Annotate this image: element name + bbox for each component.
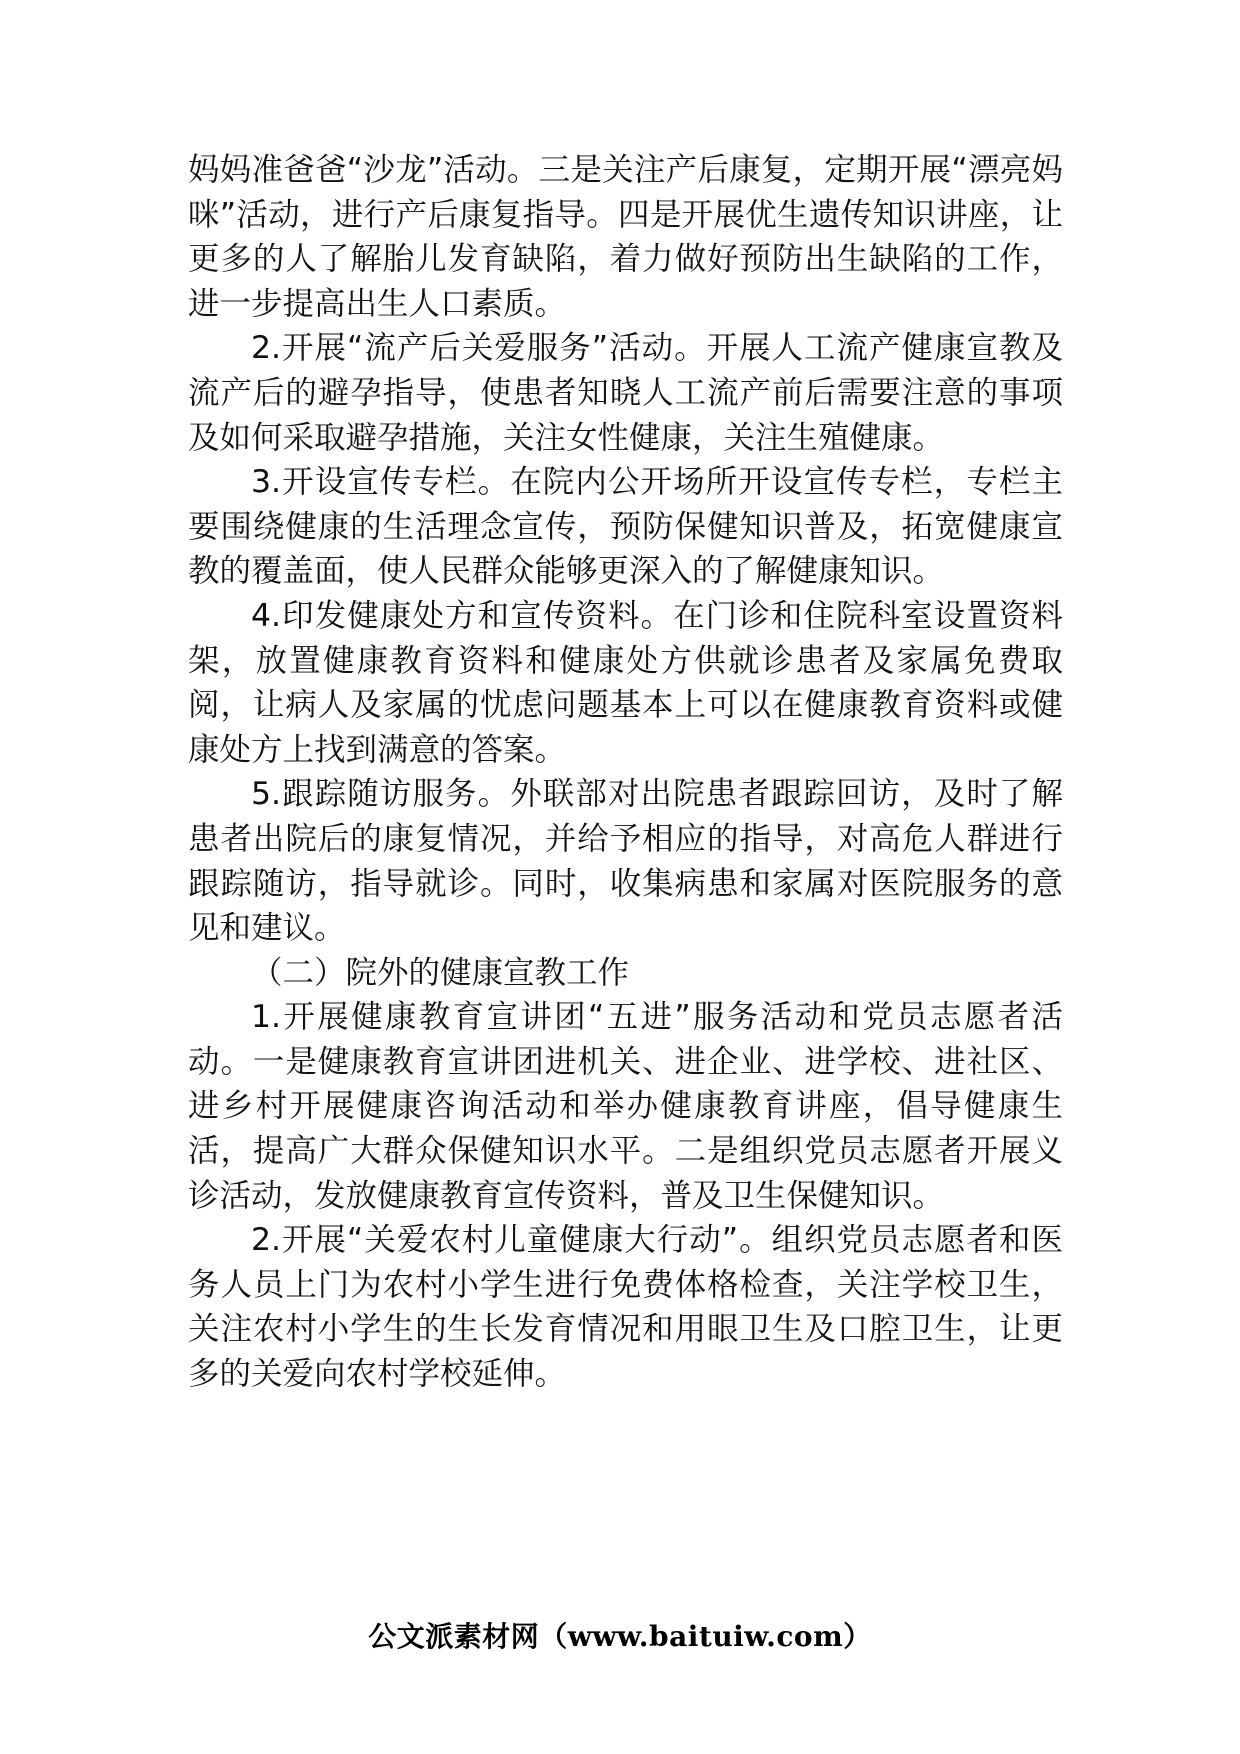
paragraph-health-prescription: 4.印发健康处方和宣传资料。在门诊和住院科室设置资料架，放置健康教育资料和健康处方供就诊患者及家属免费取阅，让病人及家属的忧虑问题基本上可以在健康教育资料或健康处方上找到满意的答案。 — [188, 597, 1063, 768]
section-heading-outside-hospital: （二）院外的健康宣教工作 — [251, 954, 630, 991]
paragraph-follow-up: 5.跟踪随访服务。外联部对出院患者跟踪回访，及时了解患者出院后的康复情况，并给予相应的指导，对高危人群进行跟踪随访，指导就诊。同时，收集病患和家属对医院服务的意见和建议。 — [188, 776, 1063, 947]
paragraph-continuation: 妈妈准爸爸“沙龙”活动。三是关注产后康复，定期开展“漂亮妈咪”活动，进行产后康复指导。四是开展优生遗传知识讲座，让更多的人了解胎儿发育缺陷，着力做好预防出生缺陷的工作，进一步提高出生人口素质。 — [188, 152, 1063, 322]
footer-watermark-text: 公文派素材网（www.baituiw.com） — [368, 1620, 872, 1653]
paragraph-rural-children: 2.开展“关爱农村儿童健康大行动”。组织党员志愿者和医务人员上门为农村小学生进行免费体格检查，关注学校卫生，关注农村小学生的生长发育情况和用眼卫生及口腔卫生，让更多的关爱向农村学校延伸。 — [188, 1222, 1063, 1393]
paragraph-five-into: 1.开展健康教育宣讲团“五进”服务活动和党员志愿者活动。一是健康教育宣讲团进机关、进企业、进学校、进社区、进乡村开展健康咨询活动和举办健康教育讲座，倡导健康生活，提高广大群众保健知识水平。二是组织党员志愿者开展义诊活动，发放健康教育宣传资料，普及卫生保健知识。 — [188, 999, 1063, 1214]
paragraph-abortion-care: 2.开展“流产后关爱服务”活动。开展人工流产健康宣教及流产后的避孕指导，使患者知晓人工流产前后需要注意的事项及如何采取避孕措施，关注女性健康，关注生殖健康。 — [188, 330, 1063, 456]
paragraph-publicity-column: 3.开设宣传专栏。在院内公开场所开设宣传专栏，专栏主要围绕健康的生活理念宣传，预防保健知识普及，拓宽健康宣教的覆盖面，使人民群众能够更深入的了解健康知识。 — [188, 464, 1063, 590]
document-body — [188, 148, 1063, 1397]
